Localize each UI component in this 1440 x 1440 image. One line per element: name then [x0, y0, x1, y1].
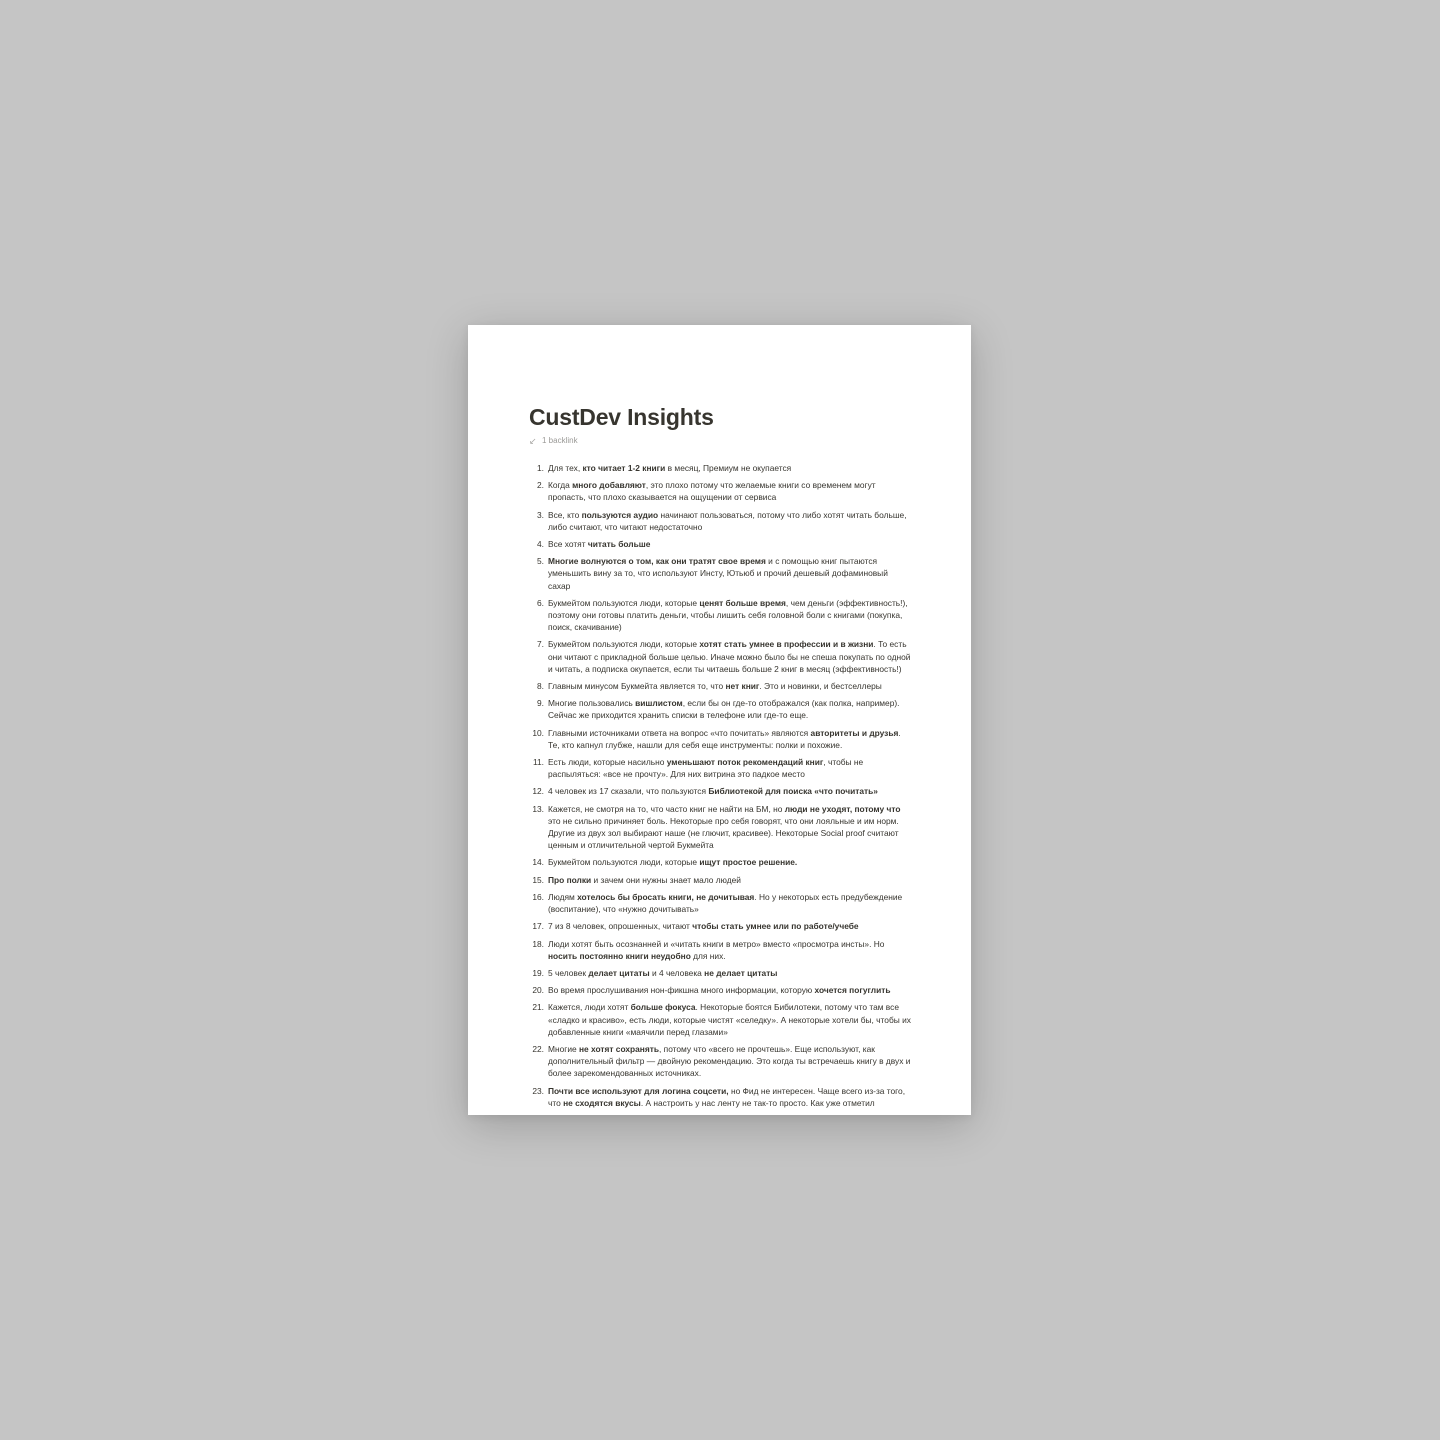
- text-run: Для тех,: [548, 463, 583, 473]
- text-run: . Те, кто капнул глубже, нашли для себя еще инструменты: полки и похожие.: [548, 727, 901, 750]
- backlinks-label: 1 backlink: [542, 436, 578, 445]
- text-run: Во время прослушивания нон-фикшна много информации, которую: [548, 985, 815, 996]
- bold-text: не сходятся вкусы: [563, 1097, 641, 1108]
- list-item: [529, 1043, 911, 1080]
- list-item-number: 9.: [537, 698, 544, 709]
- text-run: это не сильно причиняет боль. Некоторые про себя говорят, что они лояльные и им норм. Другие из двух зол выбирают наше (не глючит, красивее). Некоторые Social proof считают ценным и отличительной чертой Букмейта: [548, 815, 899, 851]
- list-item-text: [548, 967, 911, 979]
- list-item-text: [548, 597, 911, 634]
- bold-text: нет книг: [725, 681, 760, 692]
- text-run: . Это и новинки, и бестселлеры: [759, 681, 882, 692]
- list-item-text: [548, 938, 911, 962]
- text-run: Многие пользовались: [548, 698, 636, 709]
- bold-text: уменьшают поток рекомендаций книг: [666, 757, 824, 768]
- bold-text: Многие волнуются о том, как они тратят свое время: [548, 556, 766, 567]
- bold-text: люди не уходят, потому что: [784, 803, 901, 814]
- list-item: [529, 984, 911, 996]
- text-run: Людям: [548, 891, 578, 902]
- bold-text: хочется погуглить: [814, 985, 891, 996]
- bold-text: не делает цитаты: [704, 967, 778, 978]
- list-item-text: [548, 680, 911, 692]
- bold-text: носить постоянно книги неудобно: [548, 950, 691, 961]
- text-run: Букмейтом пользуются люди, которые: [548, 639, 700, 650]
- text-run: начинают пользоваться, потому что либо хотят читать больше, либо считают, что читают недостаточно: [548, 509, 907, 532]
- text-run: Кажется, не смотря на то, что часто книг не найти на БМ, но: [548, 803, 785, 814]
- list-item-text: [548, 920, 911, 932]
- text-run: Букмейтом пользуются люди, которые: [548, 857, 700, 868]
- text-run: , это плохо потому что желаемые книги со временем могут пропасть, что плохо сказывается на ощущении от сервиса: [548, 480, 876, 503]
- list-item-text: [548, 756, 911, 780]
- text-run: Многие: [548, 1043, 579, 1054]
- list-item-number: 15.: [532, 874, 544, 885]
- text-run: . А настроить у нас ленту не так-то просто. Как уже отметил: [640, 1097, 875, 1108]
- text-run: но Фид не интересен. Чаще всего из-за того, что: [548, 1085, 906, 1108]
- list-item: [529, 756, 911, 780]
- list-item-number: 14.: [532, 857, 544, 868]
- text-run: Люди хотят быть осознанней и «читать книги в метро» вместо «просмотра инсты». Но: [548, 938, 885, 949]
- list-item-number: 3.: [537, 509, 544, 520]
- list-item: [529, 555, 911, 592]
- backlinks-link[interactable]: [529, 436, 911, 446]
- list-item-number: 17.: [532, 921, 544, 932]
- text-run: в месяц, Премиум не окупается: [665, 463, 792, 473]
- list-item-number: 21.: [532, 1002, 544, 1013]
- list-item-text: [548, 856, 911, 868]
- bold-text: кто читает 1-2 книги: [582, 463, 666, 473]
- bold-text: пользуются аудио: [581, 509, 659, 520]
- bold-text: больше фокуса: [630, 1002, 696, 1013]
- bold-text: Почти все используют для логина соцсети,: [548, 1085, 729, 1096]
- text-run: Главными источниками ответа на вопрос «что почитать» являются: [548, 727, 811, 738]
- list-item-number: 18.: [532, 938, 544, 949]
- list-item-text: [548, 891, 911, 915]
- text-run: , потому что «всего не прочтешь». Еще используют, как дополнительный фильтр — двойную рекомендацию. Это когда ты встречаешь книгу в двух и более зарекомендованных источниках.: [548, 1043, 911, 1079]
- document-page: [468, 325, 971, 1115]
- list-item: [529, 856, 911, 868]
- list-item: [529, 680, 911, 692]
- list-item-text: [548, 697, 911, 721]
- text-run: . То есть они читают с прикладной больше целью. Иначе можно было бы не спеша покупать по одной и читать, а подписка окупается, если ты читаешь больше 2 книг в месяц (эффективность!): [548, 639, 911, 674]
- list-item: [529, 1085, 911, 1109]
- list-item-text: [548, 874, 911, 886]
- list-item-text: [548, 509, 911, 533]
- list-item: [529, 938, 911, 962]
- list-item: [529, 597, 911, 634]
- bold-text: не хотят сохранять: [578, 1043, 659, 1054]
- text-run: , чтобы не распыляться: «все не прочту». Для них витрина это падкое место: [548, 757, 864, 780]
- list-item-text: [548, 538, 911, 550]
- text-run: Букмейтом пользуются люди, которые: [548, 597, 700, 608]
- list-item: [529, 785, 911, 797]
- bold-text: читать больше: [587, 539, 651, 550]
- list-item-number: 5.: [537, 556, 544, 567]
- text-run: и зачем они нужны знает мало людей: [591, 874, 741, 885]
- list-item-number: 6.: [537, 597, 544, 608]
- list-item-text: [548, 1001, 911, 1038]
- list-item-number: 10.: [532, 727, 544, 738]
- list-item-text: [548, 727, 911, 751]
- list-item: [529, 479, 911, 503]
- list-item-text: [548, 638, 911, 675]
- list-item-number: 7.: [537, 639, 544, 650]
- bold-text: хотят стать умнее в профессии и в жизни: [699, 639, 874, 650]
- list-item-text: [548, 785, 911, 797]
- list-item-text: [548, 555, 911, 592]
- list-item: [529, 803, 911, 852]
- insights-list: [529, 462, 911, 1109]
- page-title: CustDev Insights: [529, 404, 714, 430]
- list-item-text: [548, 984, 911, 996]
- list-item: [529, 462, 911, 474]
- text-run: 5 человек: [548, 967, 589, 978]
- text-run: Есть люди, которые насильно: [548, 757, 667, 768]
- text-run: Все, кто: [548, 509, 582, 520]
- list-item-number: 4.: [537, 539, 544, 550]
- text-run: Кажется, люди хотят: [548, 1002, 631, 1013]
- bold-text: делает цитаты: [588, 967, 650, 978]
- text-run: , если бы он где-то отображался (как полка, например). Сейчас же приходится хранить списки в телефоне или где-то еще.: [548, 698, 900, 721]
- list-item-number: 16.: [532, 891, 544, 902]
- bold-text: много добавляют: [572, 480, 646, 491]
- list-item: [529, 538, 911, 550]
- list-item-text: [548, 462, 911, 474]
- list-item: [529, 967, 911, 979]
- list-item-number: 20.: [532, 985, 544, 996]
- text-run: Главным минусом Букмейта является то, что: [548, 681, 726, 692]
- list-item: [529, 509, 911, 533]
- arrow-down-left-icon: ↙: [529, 436, 537, 446]
- list-item-number: 12.: [532, 786, 544, 797]
- list-item-text: [548, 1043, 911, 1080]
- list-item-number: 8.: [537, 681, 544, 692]
- list-item-number: 13.: [532, 803, 544, 814]
- bold-text: авторитеты и друзья: [810, 727, 899, 738]
- text-run: и 4 человека: [649, 967, 705, 978]
- list-item-number: 22.: [532, 1043, 544, 1054]
- list-item-number: 1.: [537, 463, 544, 473]
- list-item-number: 11.: [532, 757, 544, 768]
- text-run: Все хотят: [548, 539, 588, 550]
- list-item-number: 2.: [537, 480, 544, 491]
- text-run: , чем деньги (эффективность!), поэтому они готовы платить деньги, чтобы лишить себя головной боли с книгами (покупка, поиск, скачивание): [548, 597, 908, 633]
- list-item-text: [548, 803, 911, 852]
- list-item: [529, 874, 911, 886]
- list-item-text: [548, 1085, 911, 1109]
- text-run: Когда: [548, 480, 573, 491]
- list-item-text: [548, 479, 911, 503]
- document-content: [529, 403, 911, 1114]
- list-item: [529, 638, 911, 675]
- bold-text: Про полки: [548, 874, 592, 885]
- list-item-number: 19.: [532, 967, 544, 978]
- list-item: [529, 1001, 911, 1038]
- list-item: [529, 891, 911, 915]
- bold-text: Библиотекой для поиска «что почитать»: [708, 786, 878, 797]
- list-item: [529, 697, 911, 721]
- text-run: 7 из 8 человек, опрошенных, читают: [548, 921, 693, 932]
- list-item-number: 23.: [532, 1085, 544, 1096]
- text-run: для них.: [690, 950, 726, 961]
- text-run: и с помощью книг пытаются уменьшить вину за то, что используют Инсту, Ютьюб и прочий дешевый дофаминовый сахар: [548, 556, 888, 591]
- bold-text: ищут простое решение.: [699, 857, 798, 868]
- text-run: 4 человек из 17 сказали, что пользуются: [548, 786, 709, 797]
- bold-text: чтобы стать умнее или по работе/учебе: [692, 921, 859, 932]
- text-run: . Некоторые боятся Бибилотеки, потому что там все «сладко и красиво», есть люди, которые чистят «селедку». А некоторые хотели бы, чтобы их добавленные книги «маячили перед глазами»: [548, 1002, 911, 1037]
- list-item: [529, 727, 911, 751]
- bold-text: ценят больше время: [699, 597, 786, 608]
- bold-text: вишлистом: [635, 698, 683, 709]
- bold-text: хотелось бы бросать книги, не дочитывая: [577, 891, 755, 902]
- list-item: [529, 920, 911, 932]
- text-run: . Но у некоторых есть предубеждение (воспитание), что «нужно дочитывать»: [548, 891, 903, 915]
